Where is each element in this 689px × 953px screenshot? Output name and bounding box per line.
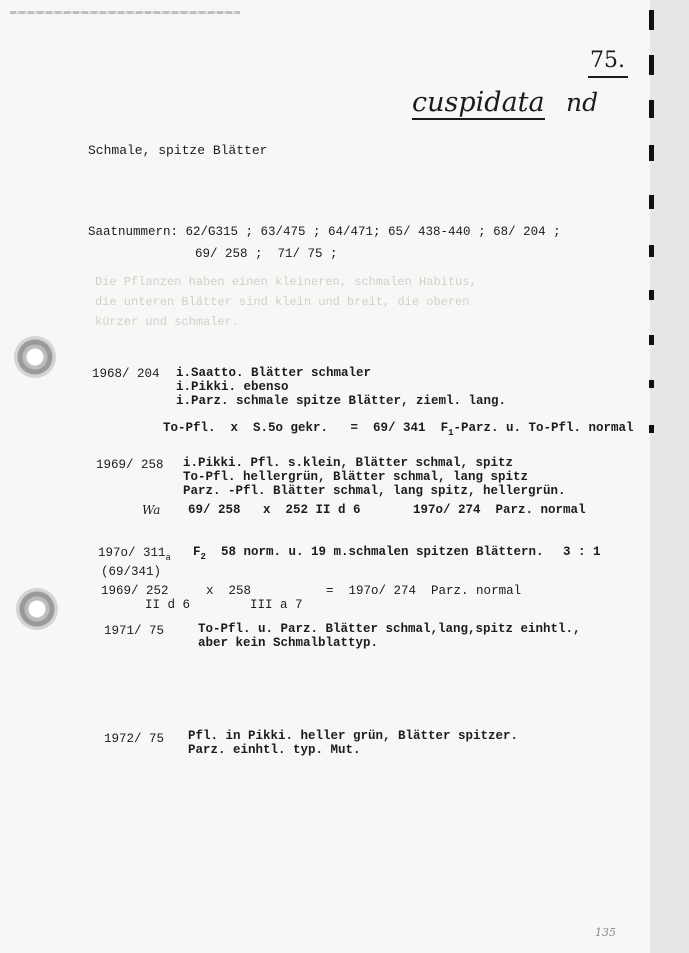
edge-mark <box>649 335 654 345</box>
entry-line: i.Saatto. Blätter schmaler <box>176 366 372 380</box>
edge-mark <box>649 10 654 30</box>
edge-mark <box>649 195 654 209</box>
entry-cross: To-Pfl. x S.5o gekr. = 69/ 341 $F_1$-Parz. u. To-Pfl. normal <box>163 421 634 438</box>
segregation-ratio: 3 : 1 <box>563 545 601 559</box>
seed-numbers-line: Saatnummern: 62/G315 ; 63/475 ; 64/471; 65/ 438-440 ; 68/ 204 ; <box>88 225 561 239</box>
show-through-text: kürzer und schmaler. <box>95 315 240 329</box>
page-number: 75. <box>590 48 625 73</box>
entry-parent: (69/341) <box>101 565 162 579</box>
edge-mark <box>649 100 654 118</box>
entry-cross-detail: II d 6 III a 7 <box>145 598 303 612</box>
entry-line: i.Pikki. ebenso <box>176 380 289 394</box>
page-edge <box>650 0 689 953</box>
entry-year: 1972/ 75 <box>104 732 165 746</box>
entry-line: i.Parz. schmale spitze Blätter, zieml. lang. <box>176 394 507 408</box>
edge-mark <box>649 245 654 257</box>
seed-numbers-line: 69/ 258 ; 71/ 75 ; <box>195 247 338 261</box>
scan-strip <box>10 11 240 14</box>
entry-year: 1968/ 204 <box>92 367 160 381</box>
entry-year: 197o/ $311_a$ <box>98 546 171 563</box>
show-through-text: Die Pflanzen haben einen kleineren, schmalen Habitus, <box>95 275 477 289</box>
show-through-text: die unteren Blätter sind klein und breit, die oberen <box>95 295 470 309</box>
entry-line: Parz. einhtl. typ. Mut. <box>188 743 361 757</box>
entry-cross: 69/ 258 x 252 II d 6 197o/ 274 Parz. normal <box>188 503 586 517</box>
species-name: cuspidata <box>412 87 545 118</box>
species-suffix: nd <box>566 88 599 117</box>
entry-line: To-Pfl. u. Parz. Blätter schmal,lang,spitz einhtl., <box>198 622 581 636</box>
edge-mark <box>649 380 654 388</box>
entry-year: 1971/ 75 <box>104 624 165 638</box>
entry-line: Parz. -Pfl. Blätter schmal, lang spitz, hellergrün. <box>183 484 566 498</box>
corner-note: 135 <box>595 926 616 939</box>
handwritten-mark: Wa <box>142 503 161 517</box>
edge-mark <box>649 55 654 75</box>
edge-mark <box>649 425 654 433</box>
entry-result: $F_2$ 58 norm. u. 19 m.schmalen spitzen Blättern. <box>193 545 544 562</box>
entry-cross: 1969/ 252 x 258 = 197o/ 274 Parz. normal <box>101 584 522 598</box>
punch-hole <box>14 336 56 378</box>
edge-mark <box>649 145 654 161</box>
title-line: Schmale, spitze Blätter <box>88 143 268 158</box>
entry-line: aber kein Schmalblattyp. <box>198 636 379 650</box>
page-number-underline <box>588 76 628 78</box>
punch-hole <box>16 588 58 630</box>
entry-line: To-Pfl. hellergrün, Blätter schmal, lang spitz <box>183 470 529 484</box>
entry-line: i.Pikki. Pfl. s.klein, Blätter schmal, spitz <box>183 456 514 470</box>
entry-line: Pfl. in Pikki. heller grün, Blätter spitzer. <box>188 729 519 743</box>
edge-mark <box>649 290 654 300</box>
entry-year: 1969/ 258 <box>96 458 164 472</box>
